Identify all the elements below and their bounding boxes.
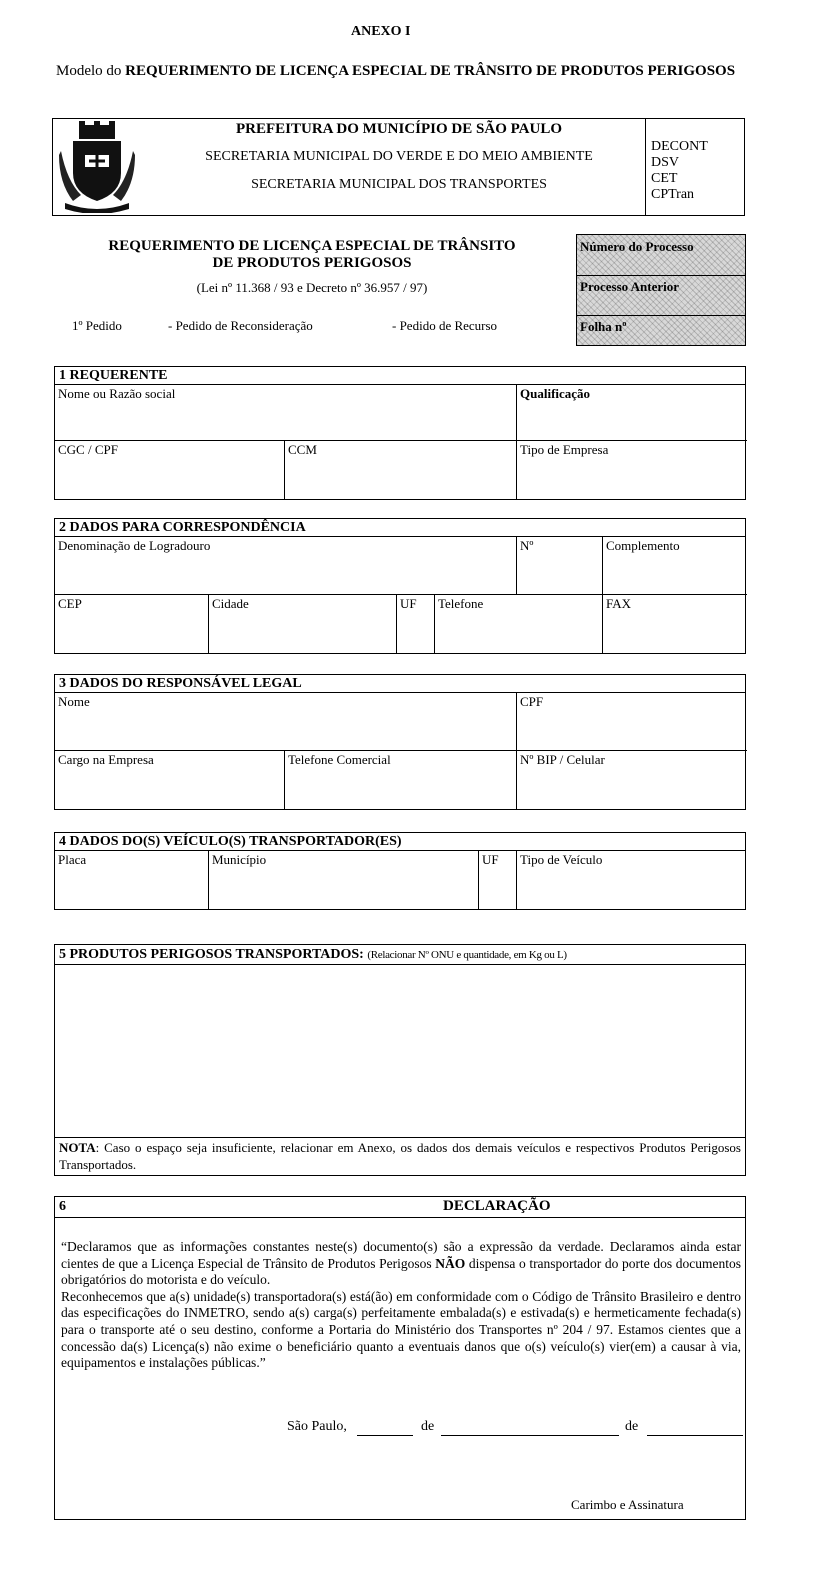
note-text: NOTA: Caso o espaço seja insuficiente, relacionar em Anexo, os dados dos demais veículos e respectivos Produtos Perigosos Transportados. [59,1140,741,1172]
phone-field[interactable]: Telefone [435,595,603,653]
section-3-title: 3 DADOS DO RESPONSÁVEL LEGAL [55,675,745,693]
place-label: São Paulo, [287,1419,347,1434]
section-correspondencia [54,518,746,654]
section-6-title: DECLARAÇÃO [443,1198,551,1214]
company-type-field[interactable]: Tipo de Empresa [520,442,609,457]
section-requerente [54,366,746,500]
annex-label: ANEXO I [351,24,411,39]
de-label-2: de [625,1419,639,1434]
vehicle-uf-field[interactable]: UF [479,851,517,909]
section-responsavel-legal [54,674,746,810]
secretaria-verde: SECRETARIA MUNICIPAL DO VERDE E DO MEIO AMBIENTE [205,149,593,164]
institution-header [52,118,745,216]
fax-field[interactable]: FAX [606,596,632,611]
process-number-box [576,234,746,346]
de-label-1: de [421,1419,435,1434]
section-produtos [54,944,746,1176]
declaration-text: “Declaramos que as informações constantes neste(s) documento(s) são a expressão da verdade. Declaramos ainda estar cientes de que a Licença Especial de Trânsito de Produtos Perigosos NÃO dispensa o transportador do porte dos documentos obrigatórios do motorista e do veículo. Reconhecemos que a(s) unidade(s) transportadora(s) está(ão) em conformidade com o Código de Trânsito Brasileiro e dentro das especificações do INMETRO, sendo a(s) carga(s) perfeitamente embalada(s) e estivada(s) e hermeticamente fechada(s) para o transporte até o seu destino, conforme a Portaria do Ministério dos Transportes nº 204 / 97. Estamos cientes que a concessão da(s) Licença(s) não exime o beneficiário quanto a eventuais danos que o(s) veículo(s) vier(em) a causar à via, equipamentos e instalações públicas.” [61,1239,741,1371]
model-title: Modelo do REQUERIMENTO DE LICENÇA ESPECIAL DE TRÂNSITO DE PRODUTOS PERIGOSOS [56,63,736,79]
complement-field[interactable]: Complemento [603,537,747,595]
form-title: REQUERIMENTO DE LICENÇA ESPECIAL DE TRÂNSITO DE PRODUTOS PERIGOSOS [108,238,516,271]
signature-label: Carimbo e Assinatura [571,1497,684,1512]
divider [577,275,745,276]
number-field[interactable]: Nº [517,537,603,595]
cpf-field[interactable]: CPF [517,693,747,751]
prefeitura-title: PREFEITURA DO MUNICÍPIO DE SÃO PAULO [236,121,562,137]
department-list: DECONT DSV CET CPTran [651,139,708,202]
mobile-field[interactable]: Nº BIP / Celular [520,752,605,767]
section-2-title: 2 DADOS PARA CORRESPONDÊNCIA [55,519,745,537]
section-5-title: 5 PRODUTOS PERIGOSOS TRANSPORTADOS: (Relacionar Nº ONU e quantidade, em Kg ou L) [55,945,745,965]
request-type-appeal[interactable]: - Pedido de Recurso [392,318,498,333]
divider [55,1137,745,1138]
qualification-field[interactable]: Qualificação [517,385,747,441]
section-1-title: 1 REQUERENTE [55,367,745,385]
street-field[interactable]: Denominação de Logradouro [55,537,517,595]
section-veiculos [54,832,746,910]
section-declaracao [54,1196,746,1520]
role-field[interactable]: Cargo na Empresa [55,751,285,809]
municipality-field[interactable]: Município [209,851,479,909]
sheet-number-label: Folha nº [580,319,627,334]
divider [577,315,745,316]
uf-field[interactable]: UF [397,595,435,653]
cep-field[interactable]: CEP [55,595,209,653]
products-area[interactable] [55,965,745,1137]
section-4-title: 4 DADOS DO(S) VEÍCULO(S) TRANSPORTADOR(ES) [55,833,745,851]
coat-of-arms-icon [59,121,135,213]
section-6-header [55,1197,745,1218]
request-type-reconsideration[interactable]: - Pedido de Reconsideração [168,318,313,333]
divider [645,118,646,216]
month-line[interactable] [441,1435,619,1436]
legal-name-field[interactable]: Nome [55,693,517,751]
plate-field[interactable]: Placa [55,851,209,909]
business-phone-field[interactable]: Telefone Comercial [285,751,517,809]
year-line[interactable] [647,1435,743,1436]
name-field[interactable]: Nome ou Razão social [55,385,517,441]
day-line[interactable] [357,1435,413,1436]
ccm-field[interactable]: CCM [285,441,517,499]
previous-process-label: Processo Anterior [580,279,680,294]
section-6-number: 6 [59,1199,66,1214]
secretaria-transportes: SECRETARIA MUNICIPAL DOS TRANSPORTES [251,177,547,192]
process-number-label: Número do Processo [580,239,694,254]
vehicle-type-field[interactable]: Tipo de Veículo [520,852,603,867]
law-reference: (Lei nº 11.368 / 93 e Decreto nº 36.957 / 97) [196,280,428,295]
city-field[interactable]: Cidade [209,595,397,653]
cgc-cpf-field[interactable]: CGC / CPF [55,441,285,499]
request-type-first[interactable]: 1º Pedido [72,318,122,333]
